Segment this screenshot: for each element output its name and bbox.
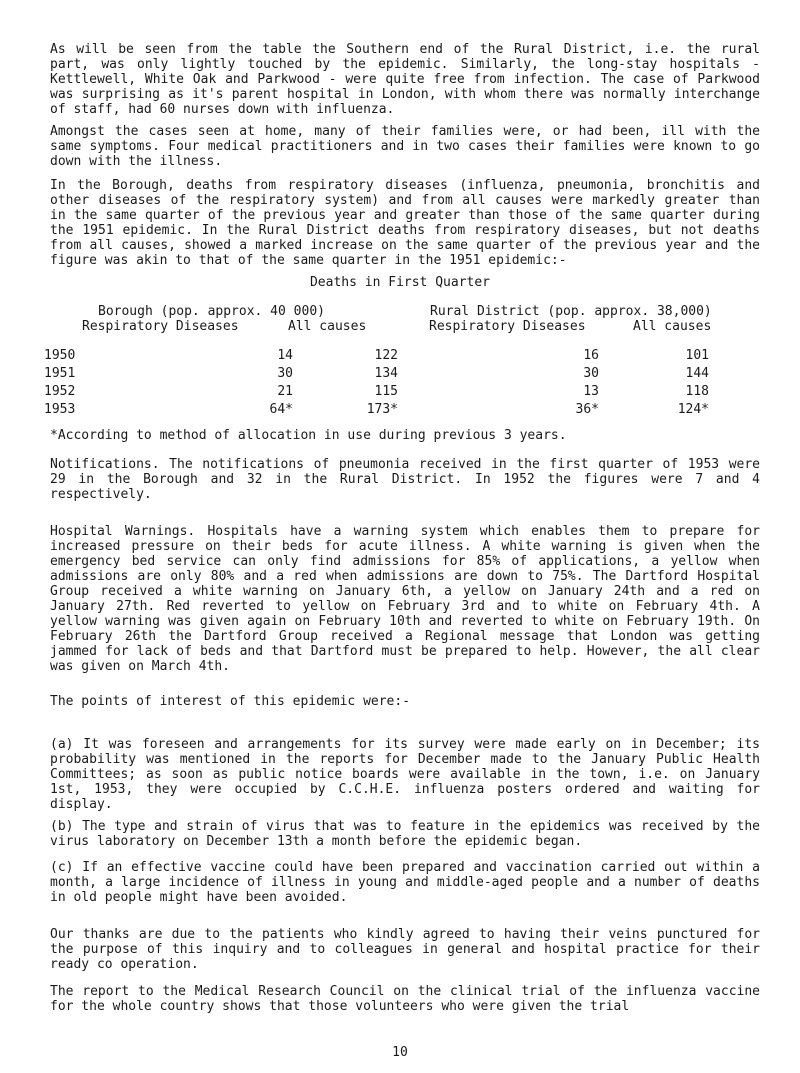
cell-borough-all: 115 [374, 384, 398, 399]
cell-rural-respiratory: 13 [583, 384, 599, 399]
paragraph-deaths: In the Borough, deaths from respiratory diseases (influenza, pneumonia, bronchitis and other diseases of the respiratory system) and from all causes were markedly greater than in the same quarter of the previous year and greater than those of the same quarter during the 1951 epidemic. In the Rural District deaths from respiratory diseases, but not deaths from all causes, showed a marked increase on the same quarter of the previous year and the figure was akin to that of the same quarter in the 1951 epidemic:- [50, 178, 760, 268]
paragraph-point-b: (b) The type and strain of virus that was to feature in the epidemics was received by the virus laboratory on December 13th a month before the epidemic began. [50, 819, 760, 849]
paragraph-report: The report to the Medical Research Council on the clinical trial of the influenza vaccine for the whole country shows that those volunteers who were given the trial [50, 984, 760, 1014]
column-header-rural-respiratory: Respiratory Diseases [429, 319, 586, 334]
page-number: 10 [392, 1045, 408, 1060]
table-row [44, 384, 764, 402]
paragraph-points-intro: The points of interest of this epidemic were:- [50, 694, 411, 709]
paragraph-notifications: Notifications. The notifications of pneumonia received in the first quarter of 1953 were 29 in the Borough and 32 in the Rural District. In 1952 the figures were 7 and 4 respectively. [50, 457, 760, 502]
table-row [44, 348, 764, 366]
cell-rural-all: 124* [677, 402, 709, 417]
cell-rural-respiratory: 30 [583, 366, 599, 381]
cell-borough-all: 134 [374, 366, 398, 381]
table-row [44, 402, 764, 420]
paragraph-point-a: (a) It was foreseen and arrangements for its survey were made early on in December; its probability was mentioned in the reports for December made to the January Public Health Committees; as soon as public notice boards were available in the town, i.e. on January 1st, 1953, they were occupied by C.C.H.E. influenza posters ordered and waiting for display. [50, 737, 760, 812]
cell-borough-respiratory: 64* [269, 402, 293, 417]
group-header-borough: Borough (pop. approx. 40 000) [98, 304, 325, 319]
cell-rural-respiratory: 36* [575, 402, 599, 417]
cell-borough-respiratory: 30 [277, 366, 293, 381]
paragraph-thanks: Our thanks are due to the patients who kindly agreed to having their veins punctured for the purpose of this inquiry and to colleagues in general and hospital practice for their ready co operation. [50, 927, 760, 972]
cell-rural-respiratory: 16 [583, 348, 599, 363]
cell-borough-all: 173* [366, 402, 398, 417]
paragraph-rural-district: As will be seen from the table the Southern end of the Rural District, i.e. the rural part, was only lightly touched by the epidemic. Similarly, the long-stay hospitals - Kettlewell, White Oak and Parkwood - were quite free from infection. The case of Parkwood was surprising as it's parent hospital in London, with whom there was normally interchange of staff, had 60 nurses down with influenza. [50, 42, 760, 117]
table-body [44, 348, 764, 420]
cell-year: 1950 [44, 348, 76, 363]
paragraph-home-cases: Amongst the cases seen at home, many of their families were, or had been, ill with the same symptoms. Four medical practitioners and in two cases their families were known to go down with the illness. [50, 124, 760, 169]
cell-borough-all: 122 [374, 348, 398, 363]
group-header-rural: Rural District (pop. approx. 38,000) [430, 304, 712, 319]
column-header-rural-all: All causes [633, 319, 712, 334]
column-header-borough-all: All causes [288, 319, 367, 334]
cell-year: 1951 [44, 366, 76, 381]
table-row [44, 366, 764, 384]
cell-borough-respiratory: 21 [277, 384, 293, 399]
table-title: Deaths in First Quarter [309, 275, 490, 290]
paragraph-hospital-warnings: Hospital Warnings. Hospitals have a warning system which enables them to prepare for increased pressure on their beds for acute illness. A white warning is given when the emergency bed service can only find admissions for 85% of applications, a yellow when admissions are only 80% and a red when admissions are down to 75%. The Dartford Hospital Group received a white warning on January 6th, a yellow on January 24th and a red on January 27th. Red reverted to yellow on February 3rd and to white on February 4th. A yellow warning was given again on February 10th and reverted to white on February 19th. On February 26th the Dartford Group received a Regional message that London was getting jammed for lack of beds and that Dartford must be prepared to help. However, the all clear was given on March 4th. [50, 524, 760, 674]
cell-rural-all: 101 [685, 348, 709, 363]
cell-rural-all: 118 [685, 384, 709, 399]
cell-year: 1953 [44, 402, 76, 417]
cell-rural-all: 144 [685, 366, 709, 381]
paragraph-point-c: (c) If an effective vaccine could have been prepared and vaccination carried out within a month, a large incidence of illness in young and middle-aged people and a number of deaths in old people might have been avoided. [50, 860, 760, 905]
cell-year: 1952 [44, 384, 76, 399]
table-footnote: *According to method of allocation in use during previous 3 years. [50, 428, 567, 443]
cell-borough-respiratory: 14 [277, 348, 293, 363]
column-header-borough-respiratory: Respiratory Diseases [82, 319, 239, 334]
